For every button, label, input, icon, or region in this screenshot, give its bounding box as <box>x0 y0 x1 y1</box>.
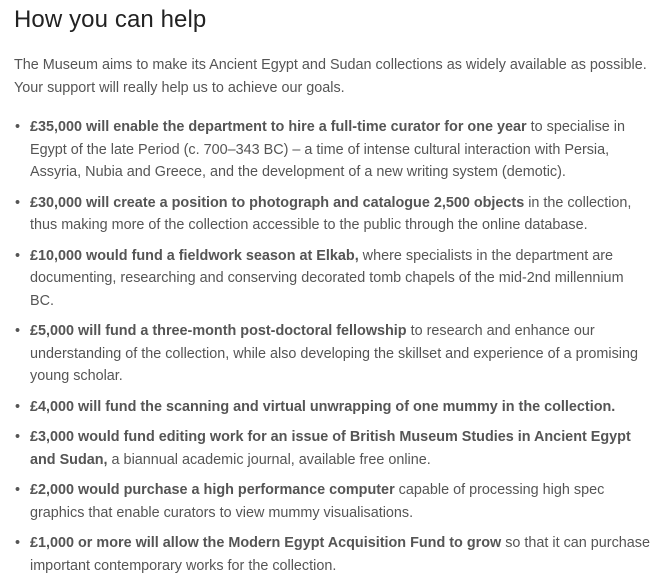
bullet-icon: • <box>15 398 21 415</box>
bullet-icon: • <box>15 535 21 551</box>
item-text: to specialise in Egypt of the late Period (c. 700–343 BC) – a time of intense cultural interaction with Persia, Assyria, Nubia and Greece, and the development of a new writing system (demotic). <box>30 119 626 180</box>
item-text: to research and enhance our understanding of the collection, while also developing the skillset and experience of a promising young scholar. <box>30 323 638 384</box>
item-highlight: £35,000 will enable the department to hire a full-time curator for one year <box>30 119 527 135</box>
bullet-icon: • <box>15 482 21 498</box>
bullet-icon: • <box>15 429 21 445</box>
page-title: How you can help <box>14 6 207 33</box>
item-highlight: £30,000 will create a position to photograph and catalogue 2,500 objects <box>30 194 525 211</box>
item-text: a biannual academic journal, available free online. <box>107 451 431 468</box>
item-text: so that it can purchase important contemporary works for the collection. <box>30 535 650 574</box>
bullet-icon: • <box>15 247 21 264</box>
item-highlight: £5,000 will fund a three-month post-doctoral fellowship <box>30 323 407 339</box>
bullet-icon: • <box>15 194 21 211</box>
item-highlight: £4,000 will fund the scanning and virtual unwrapping of one mummy in the collection. <box>30 398 616 415</box>
item-text: where specialists in the department are documenting, researching and conserving decorated tomb chapels of the mid-2nd millennium BC. <box>30 247 624 309</box>
bullet-icon: • <box>15 323 21 339</box>
donation-list <box>14 116 650 577</box>
list-item <box>14 426 650 471</box>
item-text: in the collection, thus making more of the collection accessible to the public through the online database. <box>30 194 632 233</box>
item-text: capable of processing high spec graphics that enable curators to view mummy visualisations. <box>30 482 605 521</box>
list-item <box>14 320 650 388</box>
bullet-icon: • <box>15 119 21 135</box>
item-highlight: £2,000 would purchase a high performance computer <box>30 482 395 498</box>
list-item <box>14 245 650 313</box>
list-item <box>14 479 650 524</box>
list-item <box>14 116 650 184</box>
item-highlight: £3,000 would fund editing work for an issue of British Museum Studies in Ancient Egypt and Sudan, <box>30 429 631 468</box>
item-highlight: £1,000 or more will allow the Modern Egypt Acquisition Fund to grow <box>30 535 502 551</box>
list-item <box>14 396 650 419</box>
list-item <box>14 532 650 577</box>
intro-paragraph: The Museum aims to make its Ancient Egypt and Sudan collections as widely available as possible. Your support will really help us to achieve our goals. <box>14 57 647 96</box>
item-highlight: £10,000 would fund a fieldwork season at Elkab, <box>30 247 359 264</box>
list-item <box>14 192 650 237</box>
